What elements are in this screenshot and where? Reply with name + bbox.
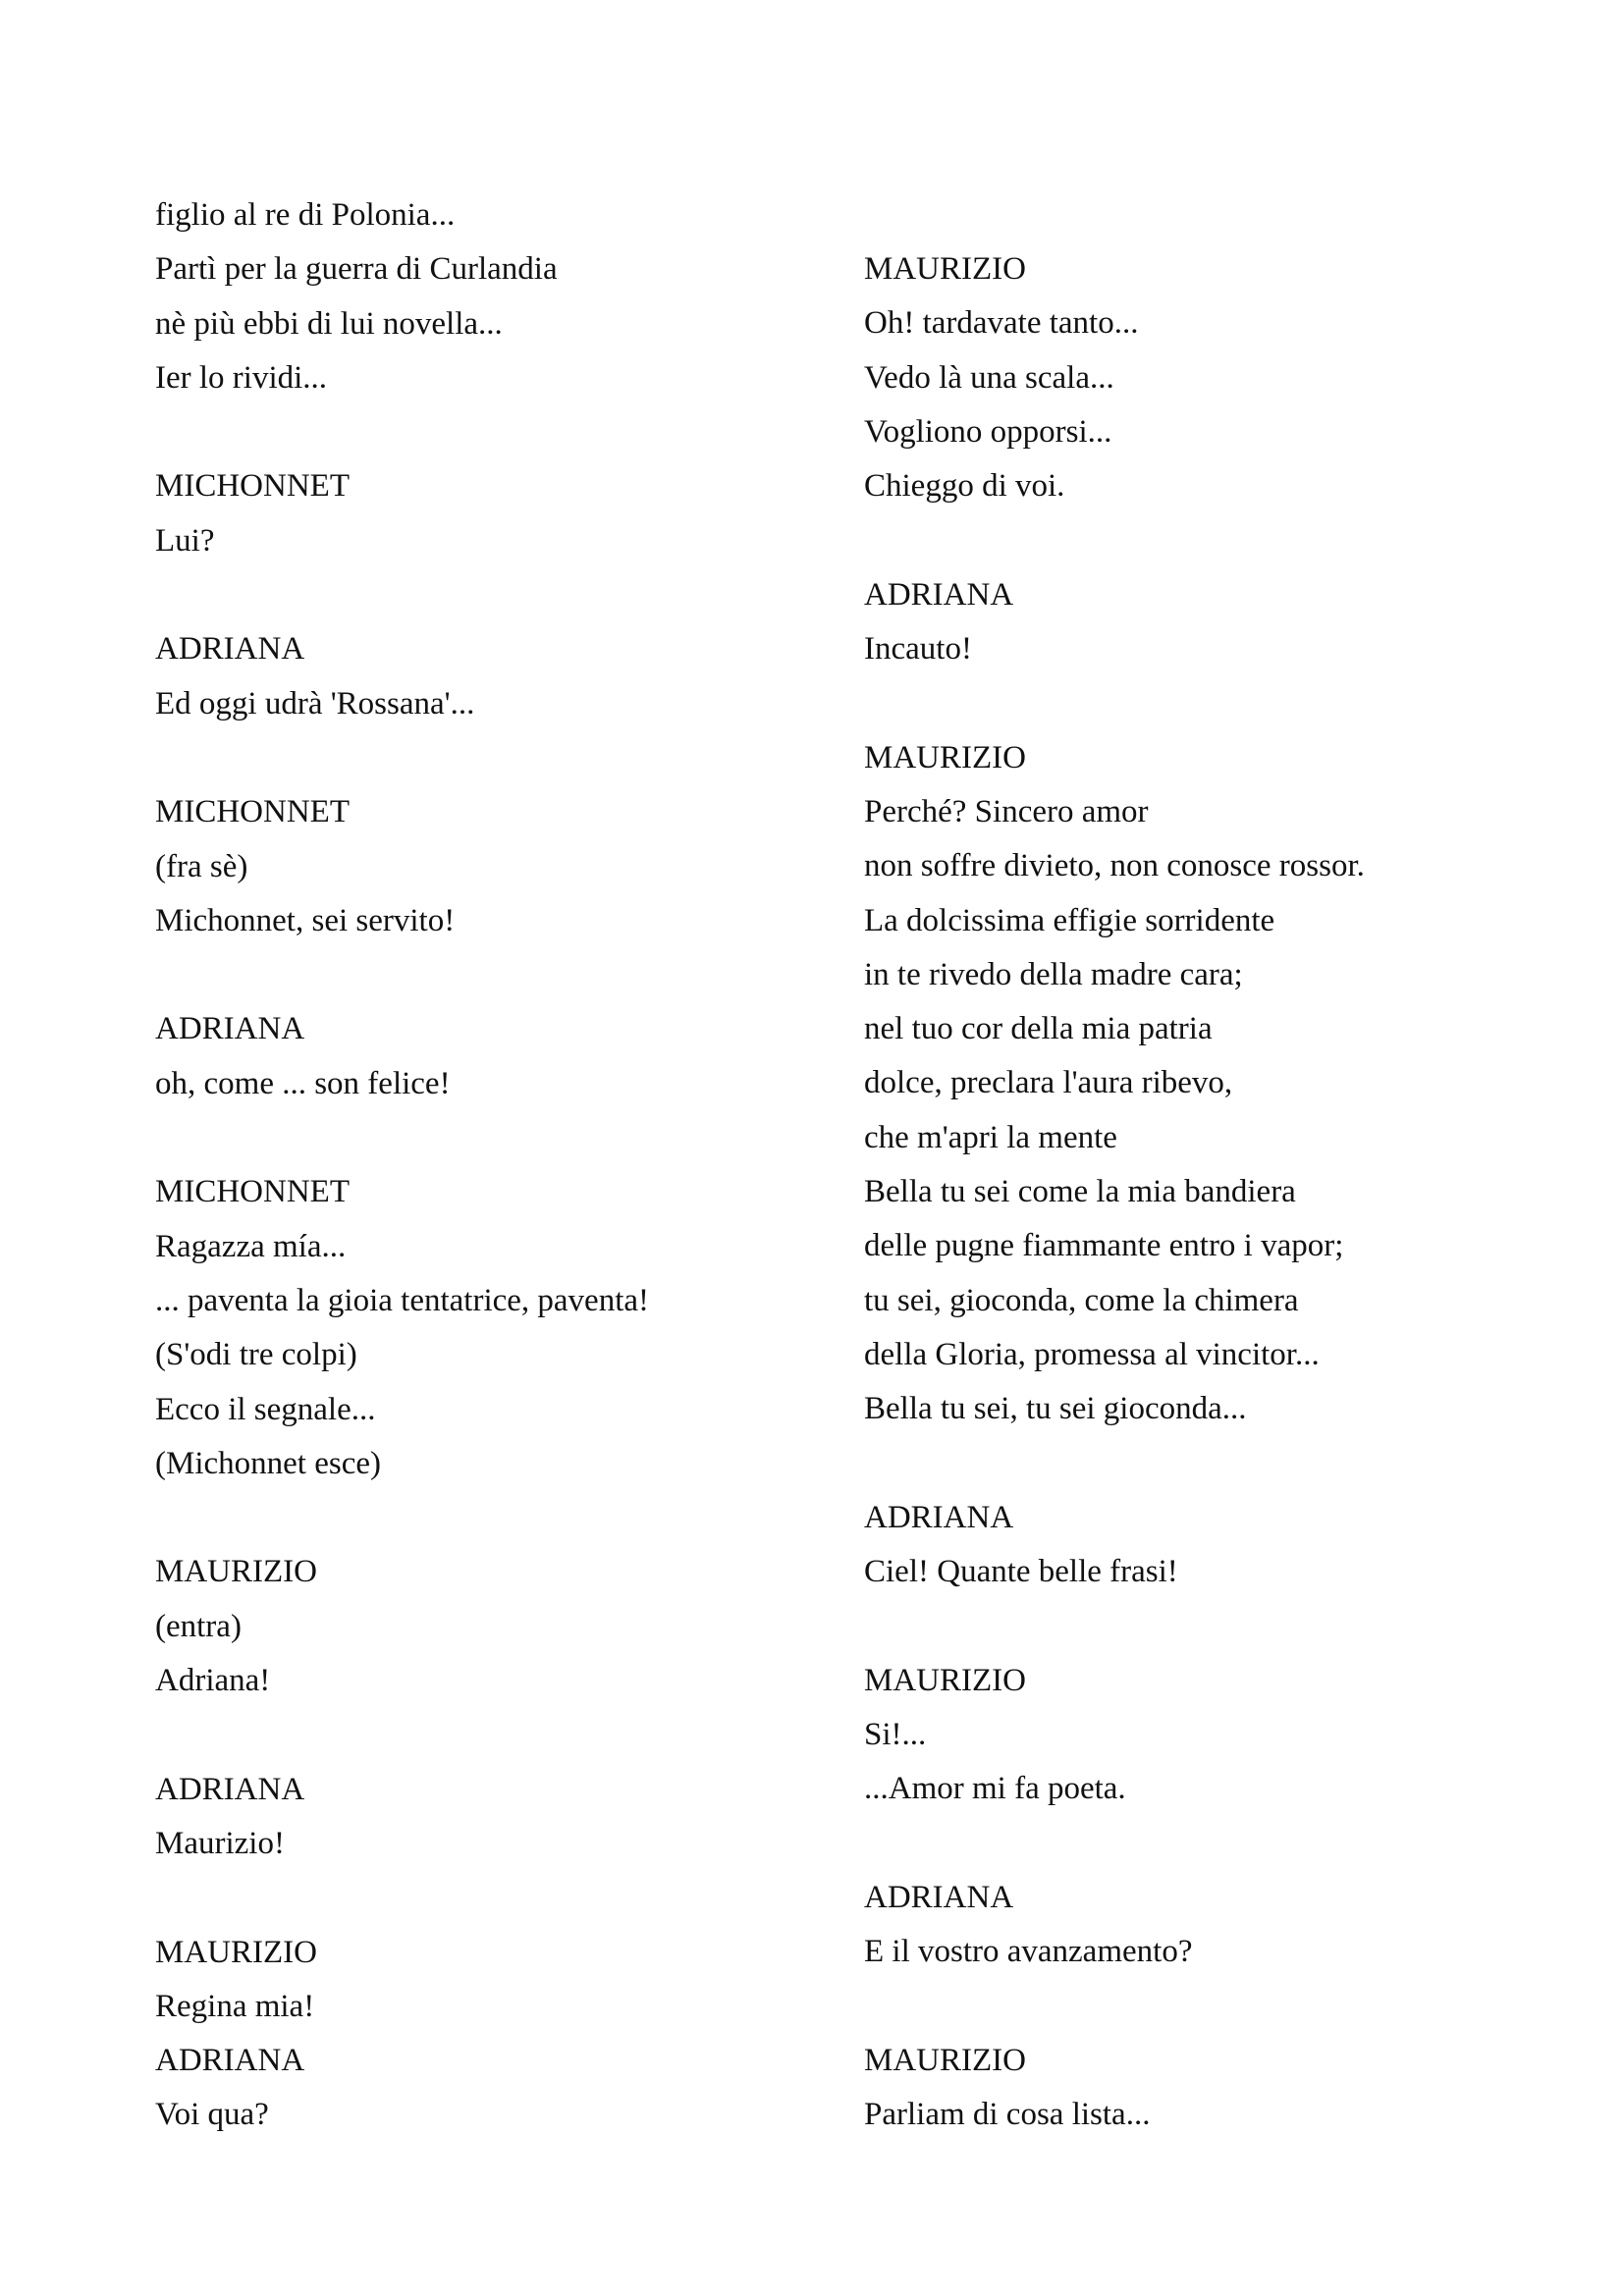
dialogue-line: E il vostro avanzamento? — [864, 1934, 1193, 1970]
stage-direction: (fra sè) — [155, 848, 248, 884]
blank-line — [155, 1871, 842, 1925]
blank-line — [155, 1491, 842, 1545]
dialogue-line: delle pugne fiammante entro i vapor; — [864, 1228, 1344, 1264]
blank-line — [864, 513, 1551, 567]
dialogue-line: Parliam di cosa lista... — [864, 2097, 1151, 2133]
dialogue-line: ... paventa la gioia tentatrice, paventa! — [155, 1282, 650, 1318]
dialogue-line: Perché? Sincero amor — [864, 793, 1149, 829]
dialogue-line: dolce, preclara l'aura ribevo, — [864, 1065, 1233, 1101]
speaker-name: ADRIANA — [864, 1499, 1014, 1535]
dialogue-line: Ragazza mía... — [155, 1228, 347, 1264]
speaker-name: MAURIZIO — [864, 1662, 1026, 1698]
blank-line — [155, 568, 842, 622]
dialogue-line: non soffre divieto, non conosce rossor. — [864, 848, 1365, 884]
speaker-name: ADRIANA — [155, 1011, 305, 1047]
speaker-name: MAURIZIO — [155, 1934, 317, 1970]
dialogue-line: figlio al re di Polonia... — [155, 197, 456, 233]
speaker-name: MICHONNET — [155, 468, 350, 505]
blank-line — [155, 1708, 842, 1762]
stage-direction: (Michonnet esce) — [155, 1445, 381, 1481]
dialogue-line: della Gloria, promessa al vincitor... — [864, 1336, 1320, 1372]
dialogue-line: Chieggo di voi. — [864, 468, 1065, 505]
dialogue-line: Incauto! — [864, 631, 972, 667]
dialogue-line: Ecco il segnale... — [155, 1391, 376, 1427]
dialogue-line: Adriana! — [155, 1663, 271, 1699]
dialogue-line: Ciel! Quante belle frasi! — [864, 1554, 1178, 1590]
dialogue-line: nel tuo cor della mia patria — [864, 1011, 1213, 1047]
dialogue-line: Lui? — [155, 522, 215, 559]
blank-line — [155, 405, 842, 459]
dialogue-line: ...Amor mi fa poeta. — [864, 1771, 1126, 1807]
stage-direction: (entra) — [155, 1608, 242, 1644]
dialogue-line: Bella tu sei come la mia bandiera — [864, 1174, 1296, 1210]
dialogue-line: La dolcissima effigie sorridente — [864, 902, 1275, 938]
dialogue-line: Oh! tardavate tanto... — [864, 305, 1139, 342]
dialogue-line: Voi qua? — [155, 2097, 269, 2133]
dialogue-line: Maurizio! — [155, 1825, 285, 1861]
speaker-name: MICHONNET — [155, 1174, 350, 1210]
blank-line — [155, 948, 842, 1002]
dialogue-line: nè più ebbi di lui novella... — [155, 305, 503, 342]
speaker-name: ADRIANA — [864, 576, 1014, 613]
dialogue-line: Bella tu sei, tu sei gioconda... — [864, 1391, 1247, 1427]
dialogue-line: Vogliono opporsi... — [864, 413, 1112, 450]
right-column — [864, 242, 1551, 2142]
dialogue-line: Michonnet, sei servito! — [155, 902, 456, 938]
speaker-name: MICHONNET — [155, 794, 350, 830]
speaker-name: ADRIANA — [155, 631, 305, 667]
blank-line — [864, 1980, 1551, 2034]
speaker-name: MAURIZIO — [864, 2042, 1026, 2078]
dialogue-line: tu sei, gioconda, come la chimera — [864, 1282, 1299, 1318]
stage-direction: (S'odi tre colpi) — [155, 1337, 357, 1373]
blank-line — [155, 1111, 842, 1165]
dialogue-line: Partì per la guerra di Curlandia — [155, 251, 558, 288]
dialogue-line: Si!... — [864, 1717, 927, 1753]
blank-line — [864, 1817, 1551, 1871]
dialogue-line: Regina mia! — [155, 1988, 315, 2024]
speaker-name: MAURIZIO — [864, 739, 1026, 775]
dialogue-line: Ed oggi udrà 'Rossana'... — [155, 685, 475, 721]
speaker-name: MAURIZIO — [864, 251, 1026, 287]
speaker-name: ADRIANA — [155, 2043, 305, 2079]
blank-line — [864, 1437, 1551, 1491]
dialogue-line: in te rivedo della madre cara; — [864, 956, 1243, 992]
dialogue-line: oh, come ... son felice! — [155, 1065, 451, 1101]
dialogue-line: Ier lo rividi... — [155, 359, 328, 396]
dialogue-line: Vedo là una scala... — [864, 359, 1114, 396]
blank-line — [864, 676, 1551, 730]
speaker-name: ADRIANA — [155, 1771, 305, 1807]
blank-line — [155, 731, 842, 785]
blank-line — [864, 1599, 1551, 1653]
speaker-name: MAURIZIO — [155, 1554, 317, 1590]
left-column — [155, 188, 842, 2143]
speaker-name: ADRIANA — [864, 1879, 1014, 1915]
dialogue-line: che m'apri la mente — [864, 1119, 1117, 1155]
